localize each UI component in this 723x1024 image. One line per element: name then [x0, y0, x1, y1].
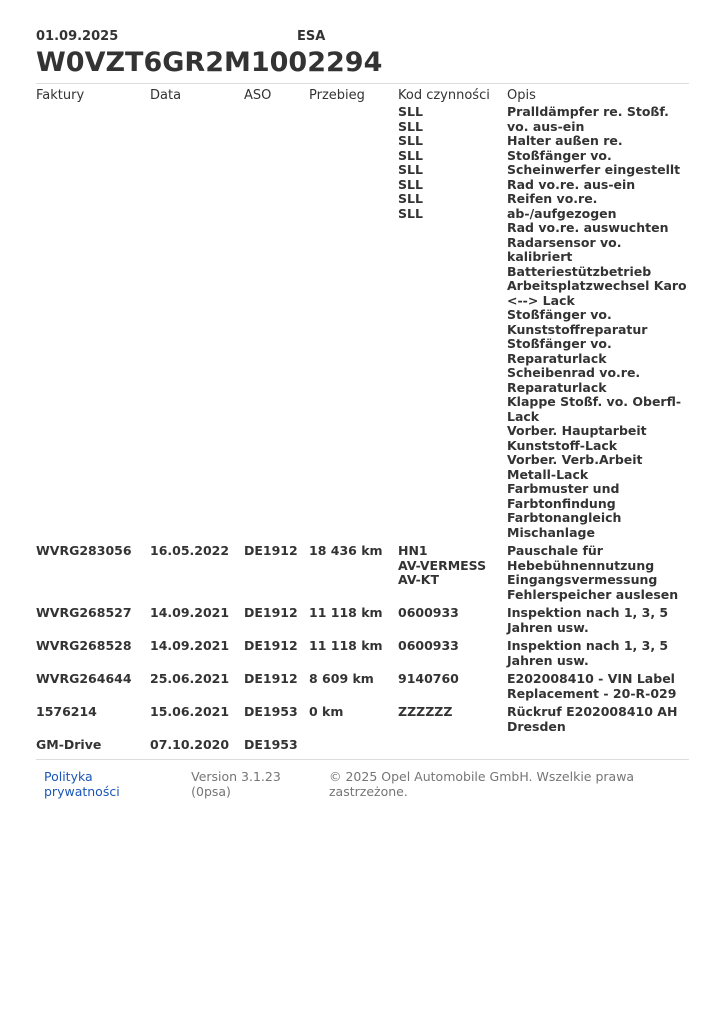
column-header-przebieg: Przebieg [309, 88, 365, 103]
description-line: Dresden [507, 718, 566, 734]
activity-code-line: HN1 [398, 543, 428, 558]
description-line: <--> Lack [507, 292, 575, 308]
page-topline [36, 29, 689, 47]
description-cell [507, 544, 689, 606]
activity-codes-cell [398, 705, 507, 738]
description-line: Vorber. Verb.Arbeit [507, 452, 643, 467]
mileage-cell [309, 105, 398, 544]
table-row [36, 705, 689, 738]
description-line: Farbtonfindung [507, 495, 616, 511]
description-line: Mischanlage [507, 524, 595, 540]
activity-code-line: SLL [398, 205, 423, 221]
activity-codes-cell [398, 738, 507, 759]
description-line: Scheibenrad vo.re. [507, 365, 641, 380]
description-line: Pauschale für [507, 543, 603, 558]
activity-code-line: 9140760 [398, 671, 459, 686]
description-line: Scheinwerfer eingestellt [507, 162, 681, 177]
date-cell: 14.09.2021 [150, 605, 230, 620]
table-header-row [36, 84, 689, 105]
activity-code-line: SLL [398, 147, 423, 163]
activity-code-line: SLL [398, 104, 423, 119]
description-line: Inspektion nach 1, 3, 5 [507, 638, 669, 653]
activity-code-line: SLL [398, 133, 423, 148]
invoice-cell: 1576214 [36, 704, 97, 719]
date-cell: 07.10.2020 [150, 737, 230, 752]
vin-title: W0VZT6GR2M1002294 [36, 47, 383, 78]
description-line: ab-/aufgezogen [507, 205, 617, 221]
description-cell [507, 705, 689, 738]
activity-codes-cell [398, 105, 507, 544]
mileage-cell: 11 118 km [309, 638, 383, 653]
activity-code-line: 0600933 [398, 638, 459, 653]
mileage-cell: 11 118 km [309, 605, 383, 620]
mileage-cell [309, 738, 398, 759]
column-header-kod-czynnosci: Kod czynności [398, 88, 490, 103]
activity-code-line: AV-VERMESS [398, 557, 487, 573]
description-line: Halter außen re. [507, 133, 623, 148]
date-cell: 25.06.2021 [150, 671, 230, 686]
activity-codes-cell [398, 672, 507, 705]
description-line: vo. aus-ein [507, 118, 585, 134]
description-line: Batteriestützbetrieb [507, 263, 652, 279]
aso-cell: DE1953 [244, 737, 298, 752]
activity-codes-cell [398, 639, 507, 672]
description-line: Inspektion nach 1, 3, 5 [507, 605, 669, 620]
activity-codes-cell [398, 544, 507, 606]
service-history-table [36, 84, 689, 759]
description-line: Klappe Stoßf. vo. Oberfl- [507, 394, 682, 409]
description-line: Stoßfänger vo. [507, 307, 612, 322]
table-row [36, 105, 689, 544]
mileage-cell: 18 436 km [309, 543, 383, 558]
invoice-cell: WVRG283056 [36, 543, 132, 558]
description-line: Kunststoffreparatur [507, 321, 648, 337]
description-cell [507, 672, 689, 705]
description-line: Radarsensor vo. [507, 234, 622, 250]
description-line: Reifen vo.re. [507, 191, 598, 206]
column-header-opis: Opis [507, 88, 536, 103]
description-line: Kunststoff-Lack [507, 437, 618, 453]
table-row [36, 738, 689, 759]
description-line: Eingangsvermessung [507, 572, 658, 587]
description-line: Stoßfänger vo. [507, 147, 612, 163]
description-line: Reparaturlack [507, 350, 607, 366]
description-cell [507, 639, 689, 672]
column-header-data: Data [150, 88, 182, 103]
date-cell: 14.09.2021 [150, 638, 230, 653]
description-line: Vorber. Hauptarbeit [507, 423, 647, 438]
aso-cell: DE1912 [244, 638, 298, 653]
description-line: Farbmuster und [507, 481, 620, 496]
date-cell: 15.06.2021 [150, 704, 230, 719]
copyright-label: © 2025 Opel Automobile GmbH. Wszelkie prawa zastrzeżone. [329, 768, 635, 799]
activity-code-line: 0600933 [398, 605, 459, 620]
table-row [36, 672, 689, 705]
table-row [36, 544, 689, 606]
activity-code-line: SLL [398, 162, 423, 177]
description-line: Lack [507, 408, 540, 424]
description-line: Fehlerspeicher auslesen [507, 586, 679, 602]
description-line: Rad vo.re. auswuchten [507, 220, 669, 235]
description-line: Rad vo.re. aus-ein [507, 176, 636, 192]
date-cell: 16.05.2022 [150, 543, 230, 558]
mileage-cell: 0 km [309, 704, 344, 719]
activity-code-line: SLL [398, 118, 423, 134]
description-line: Hebebühnennutzung [507, 557, 655, 573]
report-date: 01.09.2025 [36, 29, 119, 44]
description-line: Arbeitsplatzwechsel Karo [507, 278, 687, 293]
description-line: E202008410 - VIN Label [507, 671, 675, 686]
esa-label: ESA [297, 29, 326, 44]
date-cell [150, 105, 244, 544]
invoice-cell: GM-Drive [36, 737, 102, 752]
description-line: kalibriert [507, 249, 573, 264]
activity-code-line: SLL [398, 191, 423, 206]
aso-cell [244, 105, 309, 544]
column-header-faktury: Faktury [36, 88, 85, 103]
aso-cell: DE1912 [244, 605, 298, 620]
description-line: Jahren usw. [507, 652, 589, 668]
description-cell [507, 738, 689, 759]
version-label: Version 3.1.23 (0psa) [191, 768, 281, 799]
description-line: Farbtonangleich [507, 510, 622, 525]
description-cell [507, 105, 689, 544]
description-line: Reparaturlack [507, 379, 607, 395]
description-cell [507, 606, 689, 639]
activity-codes-cell [398, 606, 507, 639]
column-header-aso: ASO [244, 88, 272, 103]
mileage-cell: 8 609 km [309, 671, 374, 686]
table-row [36, 639, 689, 672]
invoice-cell: WVRG268527 [36, 605, 132, 620]
page-footer [36, 760, 689, 799]
description-line: Metall-Lack [507, 466, 589, 482]
activity-code-line: SLL [398, 176, 423, 192]
invoice-cell [36, 105, 150, 544]
invoice-cell: WVRG264644 [36, 671, 132, 686]
table-row [36, 606, 689, 639]
invoice-cell: WVRG268528 [36, 638, 132, 653]
aso-cell: DE1912 [244, 543, 298, 558]
activity-code-line: ZZZZZZ [398, 704, 453, 719]
activity-code-line: AV-KT [398, 572, 439, 587]
history-table-body [36, 105, 689, 759]
description-line: Jahren usw. [507, 619, 589, 635]
description-line: Replacement - 20-R-029 [507, 685, 677, 701]
description-line: Pralldämpfer re. Stoßf. [507, 104, 669, 119]
aso-cell: DE1953 [244, 704, 298, 719]
privacy-policy-link[interactable]: Polityka prywatności [44, 768, 120, 799]
description-line: Rückruf E202008410 AH [507, 704, 678, 719]
description-line: Stoßfänger vo. [507, 336, 612, 351]
aso-cell: DE1912 [244, 671, 298, 686]
